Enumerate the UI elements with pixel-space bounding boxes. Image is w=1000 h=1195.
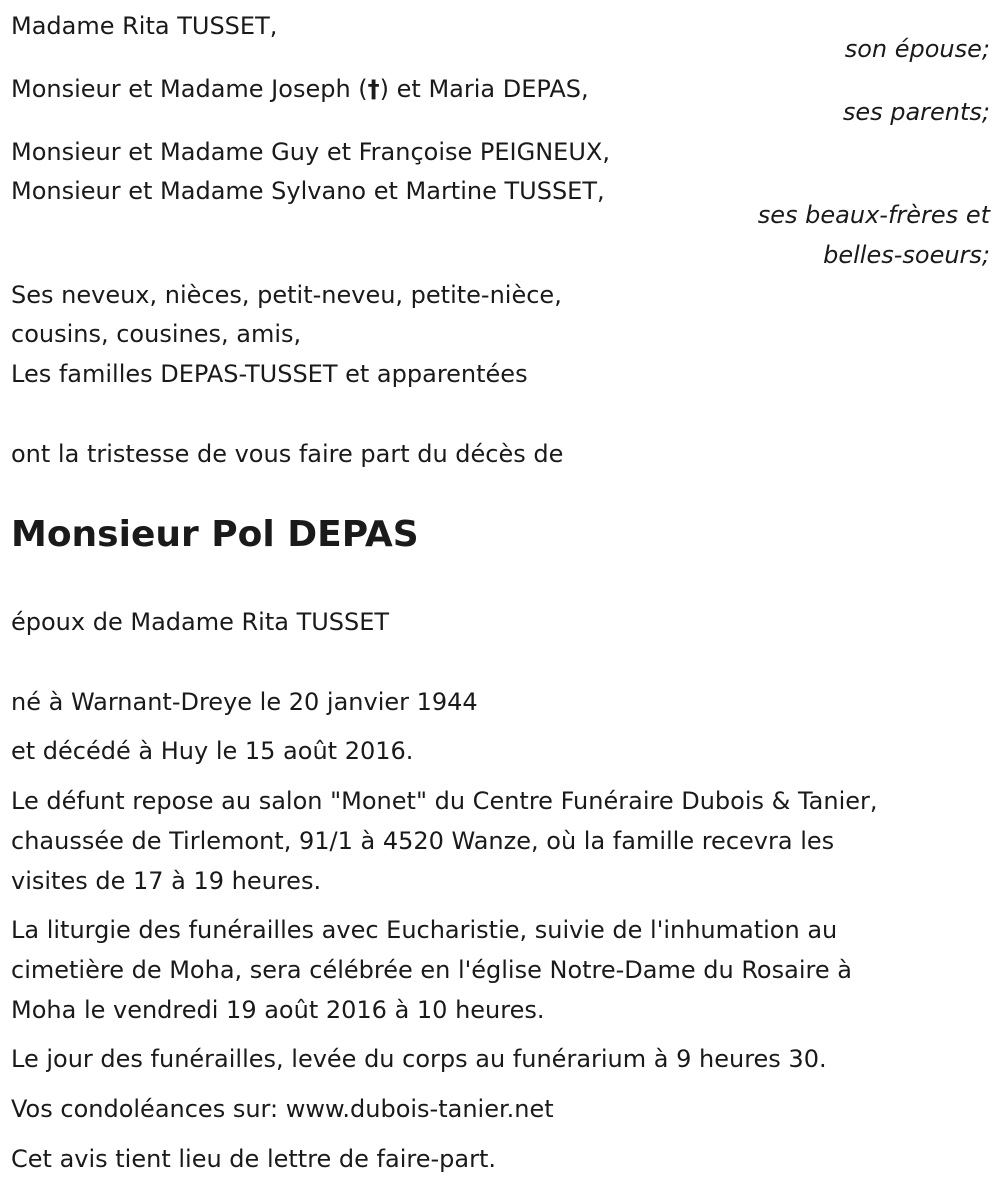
family-inlaws-role-line1: ses beaux-frères et <box>757 201 990 229</box>
family-others-line1: Ses neveux, nièces, petit-neveu, petite-nièce, <box>11 281 562 309</box>
liturgy-line3: Moha le vendredi 19 août 2016 à 10 heures. <box>11 996 545 1024</box>
rest-line2: chaussée de Tirlemont, 91/1 à 4520 Wanze, où la famille recevra les <box>11 827 835 855</box>
announcement-text: ont la tristesse de vous faire part du décès de <box>11 440 564 468</box>
parents-text-before: Monsieur et Madame Joseph ( <box>11 75 368 103</box>
condolences-text: Vos condoléances sur: www.dubois-tanier.net <box>11 1095 554 1123</box>
family-inlaws-role-line2: belles-soeurs; <box>823 241 990 269</box>
liturgy-line1: La liturgie des funérailles avec Eucharistie, suivie de l'inhumation au <box>11 916 838 944</box>
cross-icon: † <box>367 75 380 103</box>
liturgy-line2: cimetière de Moha, sera célébrée en l'église Notre-Dame du Rosaire à <box>11 956 852 984</box>
deceased-name: Monsieur Pol DEPAS <box>11 514 419 555</box>
rest-line3: visites de 17 à 19 heures. <box>11 867 322 895</box>
family-others-line3: Les familles DEPAS-TUSSET et apparentées <box>11 360 528 388</box>
closing-text: Cet avis tient lieu de lettre de faire-part. <box>11 1145 496 1173</box>
death-text: et décédé à Huy le 15 août 2016. <box>11 737 414 765</box>
family-others-line2: cousins, cousines, amis, <box>11 320 302 348</box>
family-spouse-role: son épouse; <box>844 35 990 63</box>
parents-text-after: ) et Maria DEPAS, <box>379 75 589 103</box>
family-inlaws-line2: Monsieur et Madame Sylvano et Martine TUSSET, <box>11 177 605 205</box>
birth-text: né à Warnant-Dreye le 20 janvier 1944 <box>11 688 478 716</box>
family-spouse-line: Madame Rita TUSSET, <box>11 12 278 40</box>
spouse-of-text: époux de Madame Rita TUSSET <box>11 608 390 636</box>
rest-line1: Le défunt repose au salon "Monet" du Centre Funéraire Dubois & Tanier, <box>11 787 878 815</box>
family-inlaws-line1: Monsieur et Madame Guy et Françoise PEIGNEUX, <box>11 138 610 166</box>
family-parents-line <box>11 74 589 104</box>
levee-text: Le jour des funérailles, levée du corps au funérarium à 9 heures 30. <box>11 1045 827 1073</box>
family-parents-role: ses parents; <box>842 98 990 126</box>
